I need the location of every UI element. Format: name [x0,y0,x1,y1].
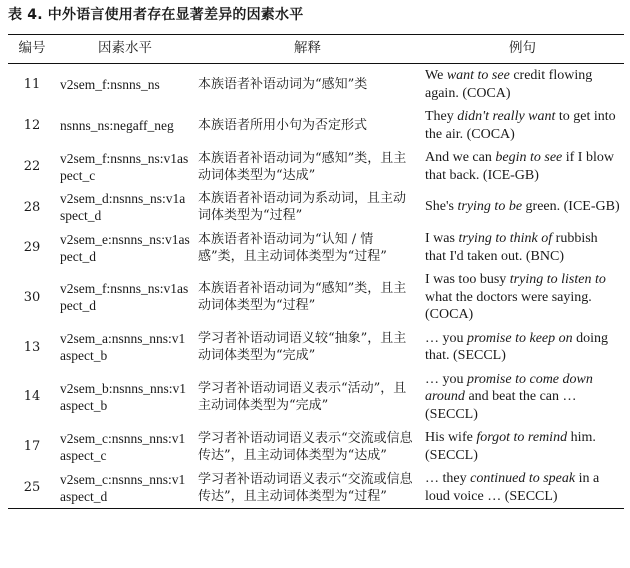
example-target-construction: promise to come down around [425,371,593,404]
row-id: 29 [23,240,41,255]
row-id: 22 [23,159,41,174]
example-target-construction: forgot to remind [476,430,568,445]
row-example [421,187,624,227]
row-factor: v2sem_e:nsnns_ns:v1aspect_d [60,231,190,264]
row-explanation: 本族语者补语动词为“感知”类，且主动词体类型为“过程” [198,281,407,314]
table-row [8,426,624,467]
example-text: We [425,68,447,83]
row-factor: v2sem_c:nsnns_nns:v1aspect_c [60,430,186,463]
example-text: if I blow that back. (ICE-GB) [425,150,614,183]
table-body [8,64,624,509]
table-row [8,64,624,106]
example-text: … you [425,371,467,387]
header-explanation: 解释 [294,40,321,56]
row-explanation: 学习者补语动词语义表示“交流或信息传达”，且主动词体类型为“过程” [198,471,413,504]
example-text: They [425,109,458,124]
row-explanation: 学习者补语动词语义表示“活动”，且主动词体类型为“完成” [198,380,407,413]
row-id: 25 [23,480,41,495]
row-factor: v2sem_a:nsnns_nns:v1aspect_b [60,331,186,363]
row-example [421,327,624,368]
row-explanation: 学习者补语动词语义较“抽象”，且主动词体类型为“完成” [198,331,407,363]
row-id: 14 [23,389,41,405]
row-example [421,146,624,187]
table-row [8,146,624,187]
table-row [8,327,624,368]
row-id: 17 [23,439,41,454]
header-factor: 因素水平 [98,40,152,56]
table-row [8,105,624,146]
row-factor: v2sem_f:nsnns_ns:v1aspect_d [60,281,189,314]
row-id: 12 [23,118,41,133]
row-id: 13 [23,339,41,355]
example-text: His wife [425,430,477,445]
row-explanation: 本族语者补语动词为“感知”类 [198,77,368,92]
example-text: credit flowing again. (COCA) [425,68,593,101]
table-row [8,268,624,327]
example-target-construction: want to see [446,68,510,83]
header-example: 例句 [509,40,536,56]
example-target-construction: begin to see [495,150,563,165]
row-factor: v2sem_b:nsnns_nns:v1aspect_b [60,380,187,413]
table-row [8,227,624,268]
row-factor: nsnns_ns:negaff_neg [60,118,174,133]
example-text: … you [425,330,467,346]
example-text: him. (SECCL) [425,430,596,463]
table-row [8,467,624,509]
example-target-construction: trying to listen to [509,272,606,287]
table-header-row [8,35,624,64]
example-text: and beat the can … (SECCL) [425,389,577,422]
row-example [421,227,624,268]
row-explanation: 本族语者补语动词为“感知”类，且主动词体类型为“达成” [198,150,407,183]
row-id: 30 [23,289,41,305]
row-explanation: 本族语者补语动词为“认知 / 情感”类，且主动词体类型为“过程” [198,231,387,264]
example-text: green. (ICE-GB) [522,199,620,215]
row-example [421,368,624,427]
row-example [421,426,624,467]
row-example [421,64,624,106]
table-row [8,187,624,227]
row-factor: v2sem_c:nsnns_nns:v1aspect_d [60,471,186,504]
row-example [421,467,624,509]
example-text: She's [425,199,458,215]
row-example [421,268,624,327]
table-caption: 表 4. 中外语言使用者存在显著差异的因素水平 [8,7,304,23]
example-target-construction: promise to keep on [467,330,573,346]
factor-level-table [8,34,624,509]
example-target-construction: trying to think of [458,231,553,246]
row-explanation: 本族语者补语动词为系动词，且主动词体类型为“过程” [198,191,407,223]
example-target-construction: didn't really want [457,109,556,124]
example-text: … they [425,471,471,486]
row-id: 28 [23,199,41,215]
example-text: what the doctors were saying. (COCA) [425,289,592,322]
example-target-construction: continued to speak [470,471,576,486]
row-id: 11 [23,77,41,92]
row-example [421,105,624,146]
row-explanation: 本族语者所用小句为否定形式 [198,118,368,133]
row-factor: v2sem_d:nsnns_ns:v1aspect_d [60,191,186,223]
example-text: to get into the air. (COCA) [425,109,616,142]
example-text: I was [425,231,459,246]
example-text: doing that. (SECCL) [425,330,609,363]
example-text: in a loud voice … (SECCL) [425,471,600,504]
row-factor: v2sem_f:nsnns_ns:v1aspect_c [60,150,189,183]
table-row [8,368,624,427]
example-text: I was too busy [425,272,510,287]
example-text: And we can [425,150,496,165]
example-text: rubbish that I'd taken out. (BNC) [425,231,598,264]
row-explanation: 学习者补语动词语义表示“交流或信息传达”，且主动词体类型为“达成” [198,430,413,463]
header-id: 编号 [18,40,46,56]
example-target-construction: trying to be [457,199,523,215]
row-factor: v2sem_f:nsnns_ns [60,77,160,92]
